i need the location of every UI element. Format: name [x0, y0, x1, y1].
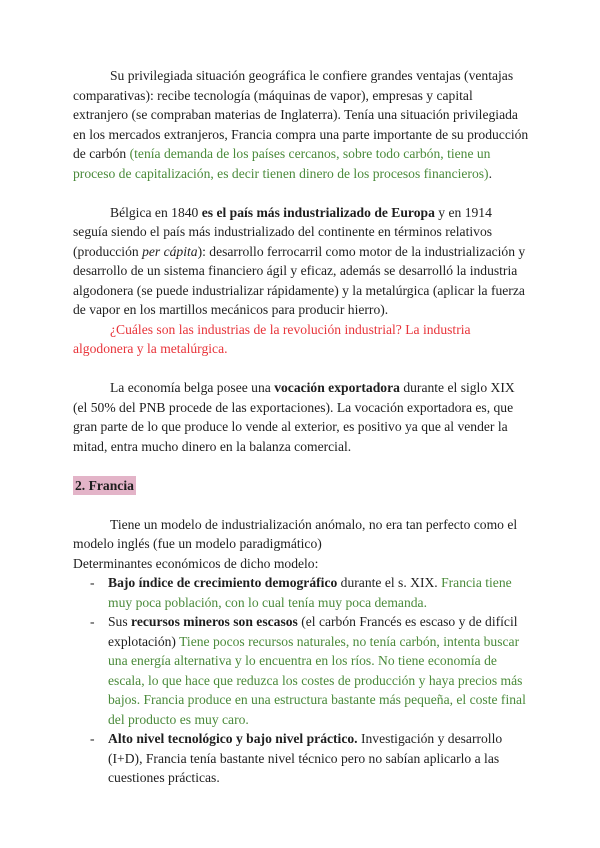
document-body — [73, 66, 530, 788]
spacer — [73, 359, 530, 379]
spacer — [73, 183, 530, 203]
paragraph-text: Su privilegiada situación geográfica le confiere grandes ventajas (ventajas comparativas): recibe tecnología (máquinas de vapor), empresas y capital extranjero (se compraban materias de Inglaterra). Tenía una situación privilegiada en los mercados extranjeros, Francia compra una parte importante de su producción de carbón — [73, 68, 529, 161]
paragraph-text: y en 1914 seguía siendo el país más industrializado del continente en términos relativos (producción — [73, 204, 493, 259]
paragraph-geographic-advantage — [73, 66, 530, 183]
paragraph-text: La economía belga posee una — [110, 380, 275, 395]
list-item-text: Sus — [108, 614, 132, 629]
spacer — [73, 495, 530, 515]
bullet-dash: - — [90, 575, 95, 590]
bold-highlight: Alto nivel tecnológico y bajo nivel práctico. — [108, 731, 358, 746]
list-item — [73, 729, 530, 788]
paragraph-text: Bélgica en 1840 — [110, 204, 202, 220]
bold-highlight: recursos mineros son escasos — [131, 614, 298, 629]
bold-highlight: vocación exportadora — [274, 380, 400, 395]
section-heading: 2. Francia — [73, 476, 136, 496]
list-item-text: (el carbón Francés es escaso y de difícil explotación) — [108, 614, 518, 649]
list-item — [73, 573, 530, 612]
bullet-dash: - — [90, 614, 95, 629]
list-item-text: durante el s. XIX. — [337, 575, 442, 590]
paragraph-text: durante el siglo XIX (el 50% del PNB procede de las exportaciones). La vocación exportadora es, que gran parte de lo que produce lo vende al exterior, es positivo ya que al vender la mitad, entra mucho dinero en la balanza comercial. — [73, 380, 515, 454]
bullet-dash: - — [90, 731, 95, 746]
green-annotation: Francia tiene muy poca población, con lo cual tenía muy poca demanda. — [108, 575, 512, 610]
bold-highlight: Bajo índice de crecimiento demográfico — [108, 575, 338, 590]
paragraph-belgium-industrialization — [73, 203, 530, 320]
list-item — [73, 612, 530, 729]
list-item-text: Investigación y desarrollo (I+D), Francia tenía bastante nivel técnico pero no sabían aplicarlo a las cuestiones prácticas. — [108, 731, 503, 785]
bold-highlight: es el país más industrializado de Europa — [201, 204, 435, 220]
italic-term: per cápita — [142, 243, 198, 259]
determinants-list — [73, 573, 530, 788]
determinants-label: Determinantes económicos de dicho modelo: — [73, 555, 319, 571]
green-annotation: (tenía demanda de los países cercanos, sobre todo carbón, tiene un proceso de capitalización, es decir tienen dinero de los procesos financieros) — [73, 146, 491, 181]
spacer — [73, 456, 530, 476]
section-heading-wrap — [73, 476, 530, 496]
paragraph-end: . — [488, 165, 492, 181]
question-annotation: ¿Cuáles son las industrias de la revolución industrial? La industria algodonera y la metalúrgica. — [73, 321, 471, 356]
green-annotation: Tiene pocos recursos naturales, no tenía carbón, intenta buscar una energía alternativa y lo encuentra en los ríos. No tiene economía de escala, lo que hace que reduzca los costes de producción y haya precios más bajos. Francia produce en una estructura bastante más pequeña, el coste final del producto es muy caro. — [108, 633, 526, 727]
section-intro: Tiene un modelo de industrialización anómalo, no era tan perfecto como el modelo inglés (fue un modelo paradigmático) — [73, 516, 518, 551]
paragraph-export-vocation — [73, 378, 530, 456]
paragraph-text: ): desarrollo ferrocarril como motor de la industrialización y desarrollo de un sistema financiero ágil y eficaz, además se desarrolló la industria algodonera (se puede industrializar rápidamente) y la metalúrgica (aplicar la fuerza de vapor en los martillos mecánicos para producir hierro). — [73, 243, 526, 317]
